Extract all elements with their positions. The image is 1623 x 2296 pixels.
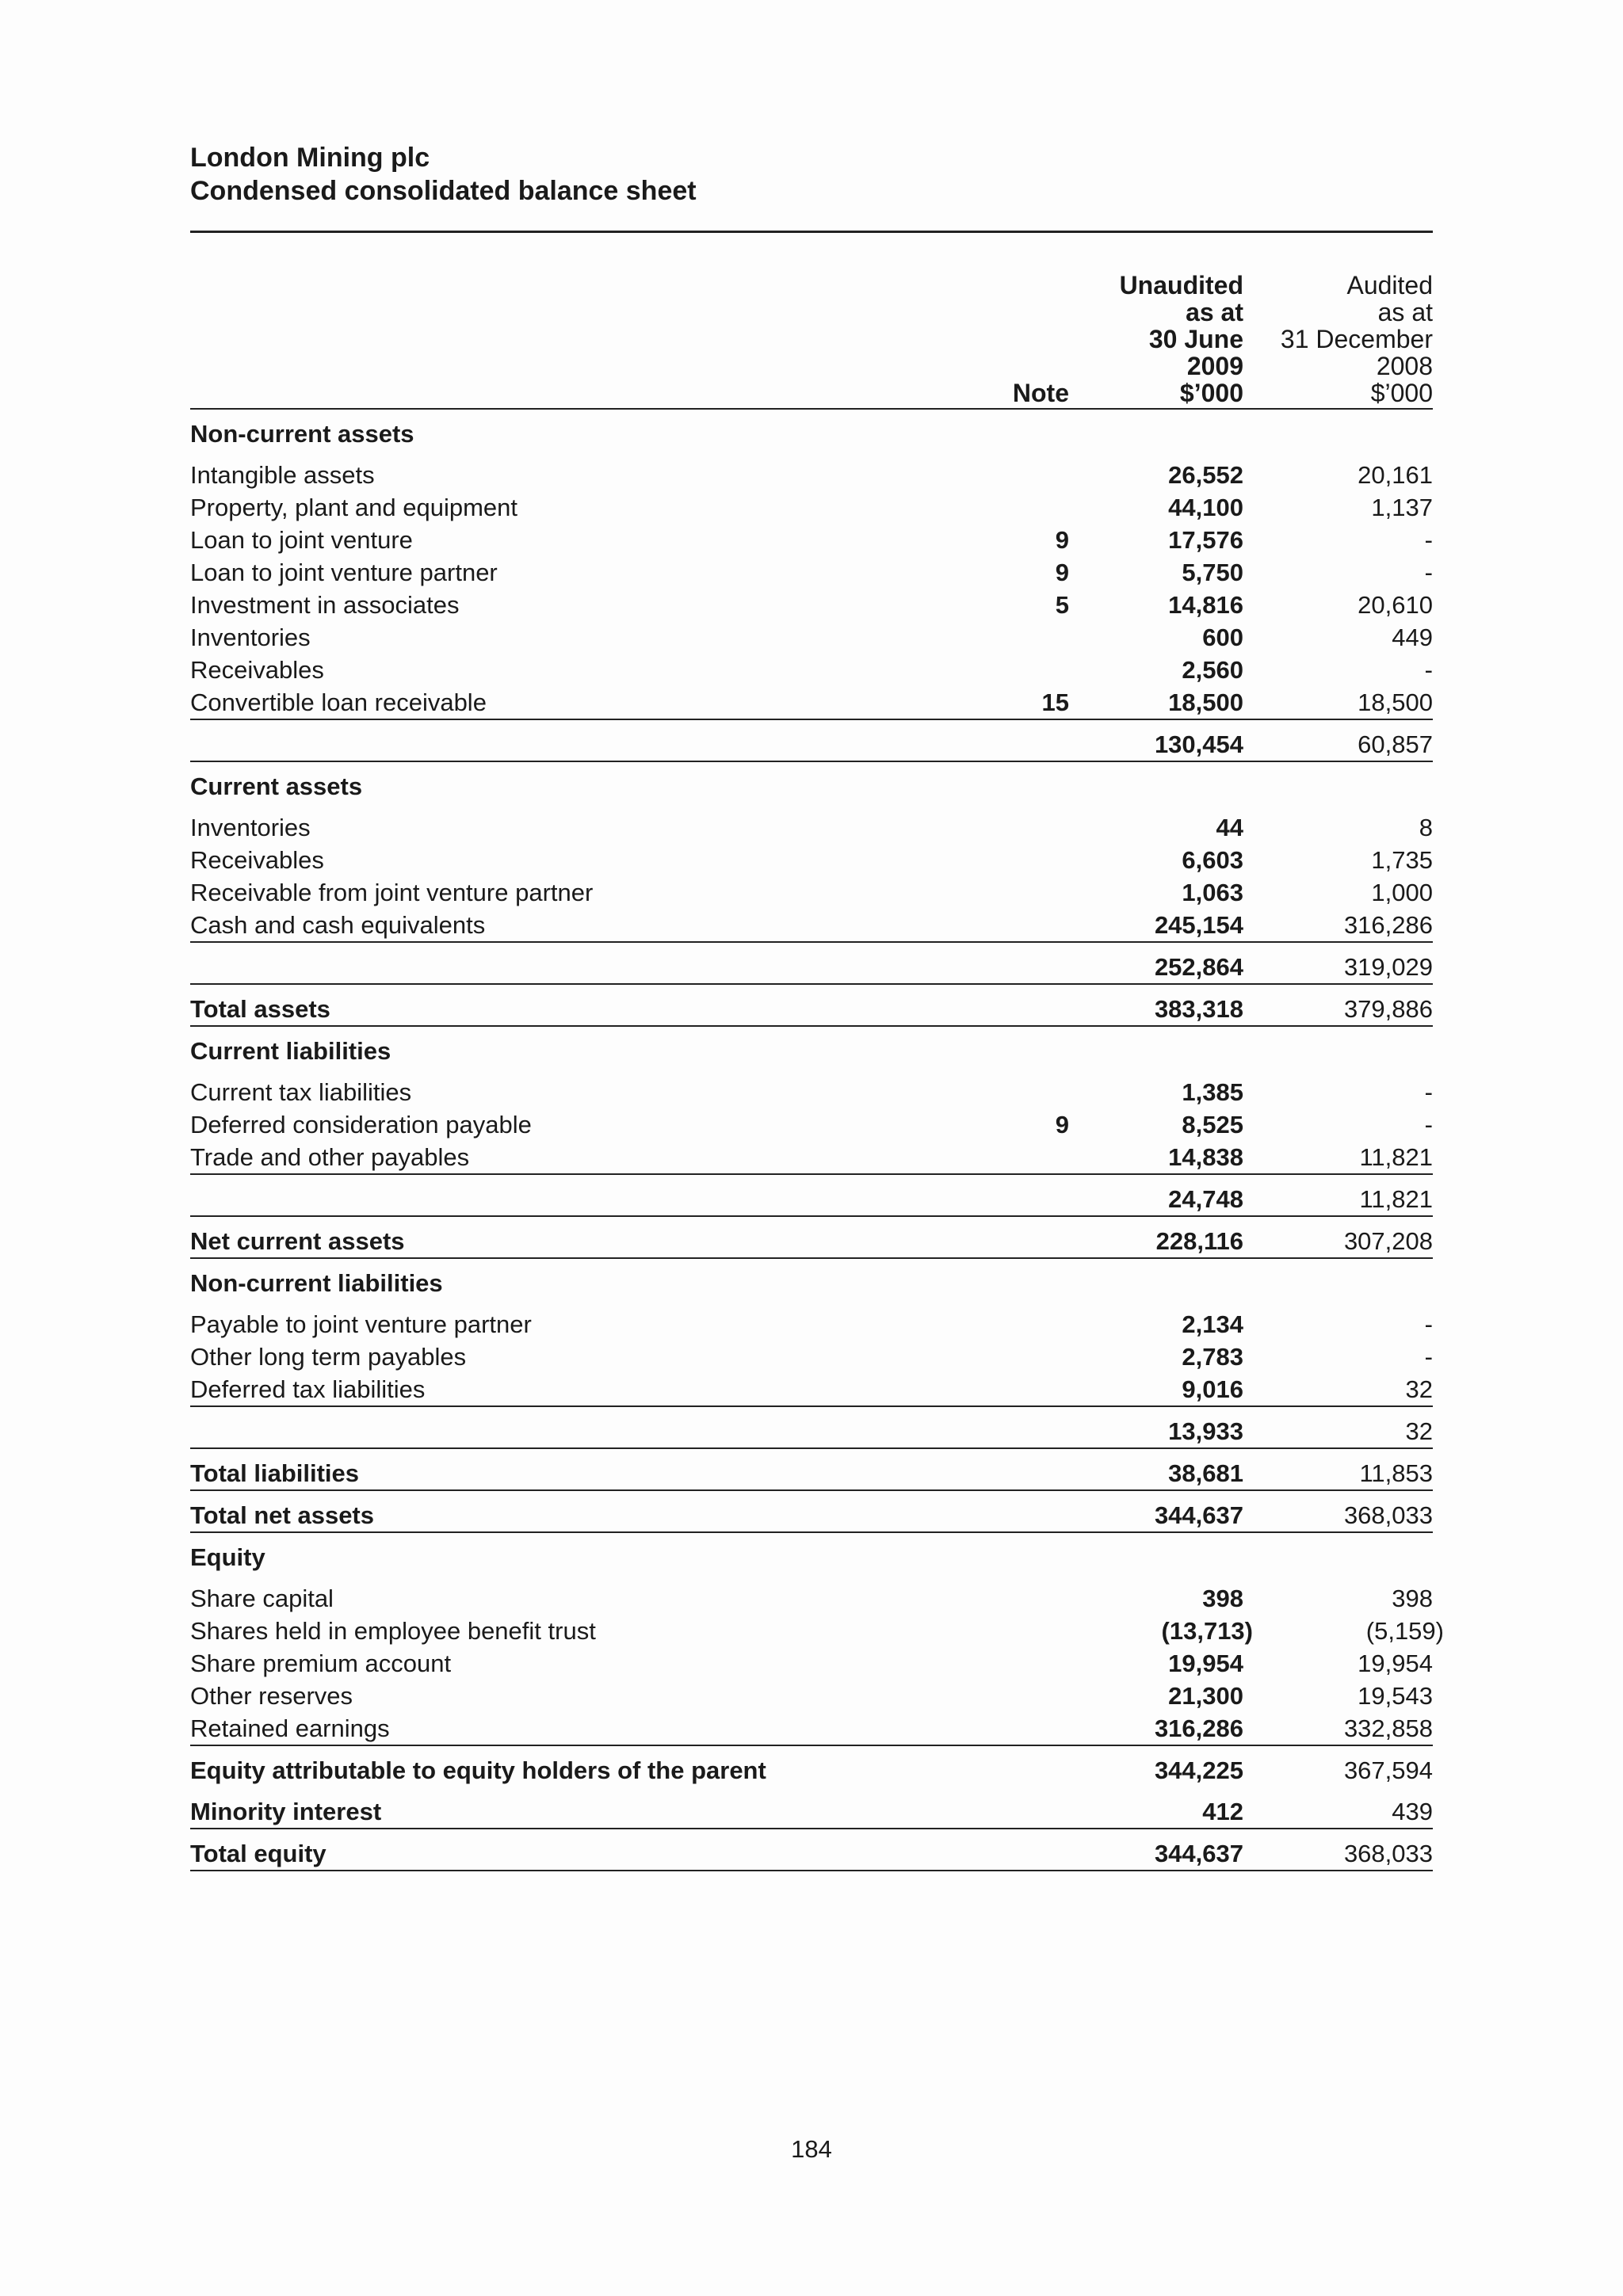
row-label: Property, plant and equipment — [190, 494, 518, 521]
table-row — [190, 1373, 1433, 1407]
table-row — [190, 524, 1433, 556]
prior-value: 316,286 — [1343, 911, 1433, 939]
row-label: Receivable from joint venture partner — [190, 879, 594, 906]
row-label: Share capital — [190, 1585, 334, 1612]
subtotal-row — [190, 728, 1433, 762]
subtotal-row — [190, 951, 1433, 985]
header-line: $’000 — [1179, 379, 1243, 407]
total-row — [190, 993, 1433, 1027]
current-value: 38,681 — [1168, 1459, 1243, 1487]
header-line: as at — [1377, 298, 1433, 326]
table-row — [190, 1341, 1433, 1373]
current-value: 44,100 — [1168, 494, 1243, 521]
row-label: Receivables — [190, 656, 324, 684]
current-value: 245,154 — [1154, 911, 1243, 939]
current-value: 412 — [1202, 1798, 1243, 1825]
current-value: 130,454 — [1154, 730, 1243, 758]
prior-value: 11,821 — [1359, 1185, 1433, 1213]
total-row — [190, 1837, 1433, 1871]
row-label: Current tax liabilities — [190, 1078, 412, 1106]
prior-value: 18,500 — [1358, 688, 1433, 716]
header-line: $’000 — [1370, 379, 1433, 407]
current-value: 13,933 — [1168, 1417, 1243, 1445]
row-label: Non-current liabilities — [190, 1269, 443, 1297]
total-row — [190, 1225, 1433, 1259]
current-value: 6,603 — [1182, 846, 1243, 874]
table-row — [190, 844, 1433, 876]
prior-period-header — [1281, 272, 1433, 406]
current-value: 600 — [1202, 624, 1243, 651]
subtotal-row — [190, 1415, 1433, 1449]
row-label: Total assets — [190, 995, 330, 1023]
row-label: Payable to joint venture partner — [190, 1310, 532, 1338]
row-label: Share premium account — [190, 1650, 452, 1677]
table-row — [190, 654, 1433, 686]
current-value: 1,063 — [1182, 879, 1243, 906]
row-label: Inventories — [190, 814, 311, 841]
table-row — [190, 1680, 1433, 1712]
prior-value: 332,858 — [1343, 1714, 1433, 1742]
note-ref: 9 — [1055, 559, 1069, 586]
prior-value: 1,000 — [1371, 879, 1433, 906]
total-row — [190, 1754, 1433, 1787]
prior-value: - — [1424, 656, 1433, 684]
header-line: 2009 — [1186, 352, 1243, 380]
note-ref: 5 — [1055, 591, 1069, 619]
balance-sheet-table — [190, 270, 1444, 1871]
prior-value: - — [1424, 1310, 1433, 1338]
header-line: 30 June — [1148, 325, 1243, 353]
title-divider — [190, 231, 1433, 233]
company-name: London Mining plc — [190, 143, 430, 173]
section-heading — [190, 1541, 1433, 1573]
document-title — [190, 141, 697, 208]
header-line: 2008 — [1376, 352, 1433, 380]
section-heading — [190, 1267, 1433, 1299]
page-number: 184 — [791, 2135, 832, 2163]
row-label: Non-current assets — [190, 420, 414, 448]
table-row — [190, 1076, 1433, 1108]
current-value: 2,134 — [1182, 1310, 1243, 1338]
table-row — [190, 876, 1433, 909]
row-label: Inventories — [190, 624, 311, 651]
header-line: Audited — [1346, 271, 1433, 299]
current-value: 344,637 — [1154, 1840, 1243, 1867]
row-label: Cash and cash equivalents — [190, 911, 486, 939]
prior-value: - — [1424, 1111, 1433, 1138]
prior-value: (5,159) — [1365, 1617, 1444, 1645]
table-row — [190, 1712, 1433, 1746]
table-row — [190, 811, 1433, 844]
current-value: 24,748 — [1168, 1185, 1243, 1213]
row-label: Intangible assets — [190, 461, 375, 489]
note-ref: 9 — [1055, 526, 1069, 554]
prior-value: 368,033 — [1343, 1501, 1433, 1529]
note-ref: 9 — [1055, 1111, 1069, 1138]
row-label: Total liabilities — [190, 1459, 360, 1487]
prior-value: 11,821 — [1359, 1143, 1433, 1171]
row-label: Trade and other payables — [190, 1143, 470, 1171]
current-value: 316,286 — [1154, 1714, 1243, 1742]
note-ref: 15 — [1041, 688, 1069, 716]
row-label: Net current assets — [190, 1227, 405, 1255]
current-value: 344,637 — [1154, 1501, 1243, 1529]
table-row — [190, 1308, 1433, 1341]
prior-value: 439 — [1392, 1798, 1433, 1825]
table-row — [190, 909, 1433, 943]
prior-value: 449 — [1392, 624, 1433, 651]
table-row — [190, 1615, 1444, 1647]
prior-value: 8 — [1419, 814, 1433, 841]
section-heading — [190, 1035, 1433, 1067]
prior-value: 60,857 — [1358, 730, 1433, 758]
prior-value: - — [1424, 526, 1433, 554]
prior-value: 19,543 — [1358, 1682, 1433, 1710]
row-label: Deferred consideration payable — [190, 1111, 532, 1138]
prior-value: 32 — [1405, 1417, 1433, 1445]
total-row — [190, 1499, 1433, 1533]
table-row — [190, 459, 1433, 491]
row-label: Receivables — [190, 846, 324, 874]
prior-value: 367,594 — [1343, 1756, 1433, 1784]
table-row — [190, 589, 1433, 621]
row-label: Other reserves — [190, 1682, 353, 1710]
prior-value: - — [1424, 1078, 1433, 1106]
prior-value: 19,954 — [1358, 1650, 1433, 1677]
prior-value: 20,610 — [1358, 591, 1433, 619]
current-value: (13,713) — [1161, 1617, 1253, 1645]
table-body — [190, 418, 1444, 1871]
current-value: 14,838 — [1168, 1143, 1243, 1171]
subtotal-row — [190, 1183, 1433, 1217]
row-label: Convertible loan receivable — [190, 688, 487, 716]
prior-value: 379,886 — [1343, 995, 1433, 1023]
statement-name: Condensed consolidated balance sheet — [190, 176, 697, 206]
prior-value: 368,033 — [1343, 1840, 1433, 1867]
row-label: Investment in associates — [190, 591, 460, 619]
prior-value: 398 — [1392, 1585, 1433, 1612]
prior-value: 307,208 — [1343, 1227, 1433, 1255]
row-label: Minority interest — [190, 1798, 382, 1825]
note-column-header: Note — [1012, 379, 1069, 407]
current-value: 228,116 — [1155, 1227, 1243, 1255]
table-row — [190, 1141, 1433, 1175]
current-period-header — [1120, 272, 1243, 406]
column-headers — [190, 270, 1433, 410]
table-row — [190, 686, 1433, 720]
row-label: Current liabilities — [190, 1037, 391, 1065]
current-value: 5,750 — [1182, 559, 1243, 586]
current-value: 2,560 — [1182, 656, 1243, 684]
row-label: Other long term payables — [190, 1343, 467, 1371]
current-value: 44 — [1216, 814, 1243, 841]
current-value: 344,225 — [1154, 1756, 1243, 1784]
row-label: Current assets — [190, 772, 363, 800]
row-label: Loan to joint venture — [190, 526, 413, 554]
row-label: Shares held in employee benefit trust — [190, 1617, 596, 1645]
prior-value: 11,853 — [1359, 1459, 1433, 1487]
table-row — [190, 491, 1433, 524]
current-value: 19,954 — [1168, 1650, 1243, 1677]
prior-value: 1,735 — [1371, 846, 1433, 874]
prior-value: - — [1424, 559, 1433, 586]
current-value: 398 — [1202, 1585, 1243, 1612]
section-heading — [190, 418, 1433, 450]
total-row — [190, 1795, 1433, 1829]
row-label: Retained earnings — [190, 1714, 390, 1742]
header-line: Unaudited — [1119, 271, 1243, 299]
row-label: Total net assets — [190, 1501, 375, 1529]
table-row — [190, 621, 1433, 654]
table-row — [190, 1582, 1433, 1615]
current-value: 14,816 — [1168, 591, 1243, 619]
row-label: Loan to joint venture partner — [190, 559, 498, 586]
current-value: 18,500 — [1168, 688, 1243, 716]
total-row — [190, 1457, 1433, 1491]
current-value: 252,864 — [1154, 953, 1243, 981]
row-label: Equity attributable to equity holders of the parent — [190, 1756, 766, 1784]
prior-value: 32 — [1405, 1375, 1433, 1403]
section-heading — [190, 770, 1433, 803]
row-label: Total equity — [190, 1840, 327, 1867]
current-value: 383,318 — [1154, 995, 1243, 1023]
current-value: 26,552 — [1168, 461, 1243, 489]
prior-value: 319,029 — [1343, 953, 1433, 981]
header-line: as at — [1186, 298, 1243, 326]
table-row — [190, 1108, 1433, 1141]
current-value: 9,016 — [1182, 1375, 1243, 1403]
current-value: 17,576 — [1168, 526, 1243, 554]
current-value: 2,783 — [1182, 1343, 1243, 1371]
header-line: 31 December — [1280, 325, 1433, 353]
prior-value: - — [1424, 1343, 1433, 1371]
current-value: 21,300 — [1168, 1682, 1243, 1710]
table-row — [190, 1647, 1433, 1680]
prior-value: 20,161 — [1358, 461, 1433, 489]
row-label: Equity — [190, 1543, 265, 1571]
current-value: 8,525 — [1182, 1111, 1243, 1138]
row-label: Deferred tax liabilities — [190, 1375, 426, 1403]
current-value: 1,385 — [1182, 1078, 1243, 1106]
prior-value: 1,137 — [1371, 494, 1433, 521]
table-row — [190, 556, 1433, 589]
